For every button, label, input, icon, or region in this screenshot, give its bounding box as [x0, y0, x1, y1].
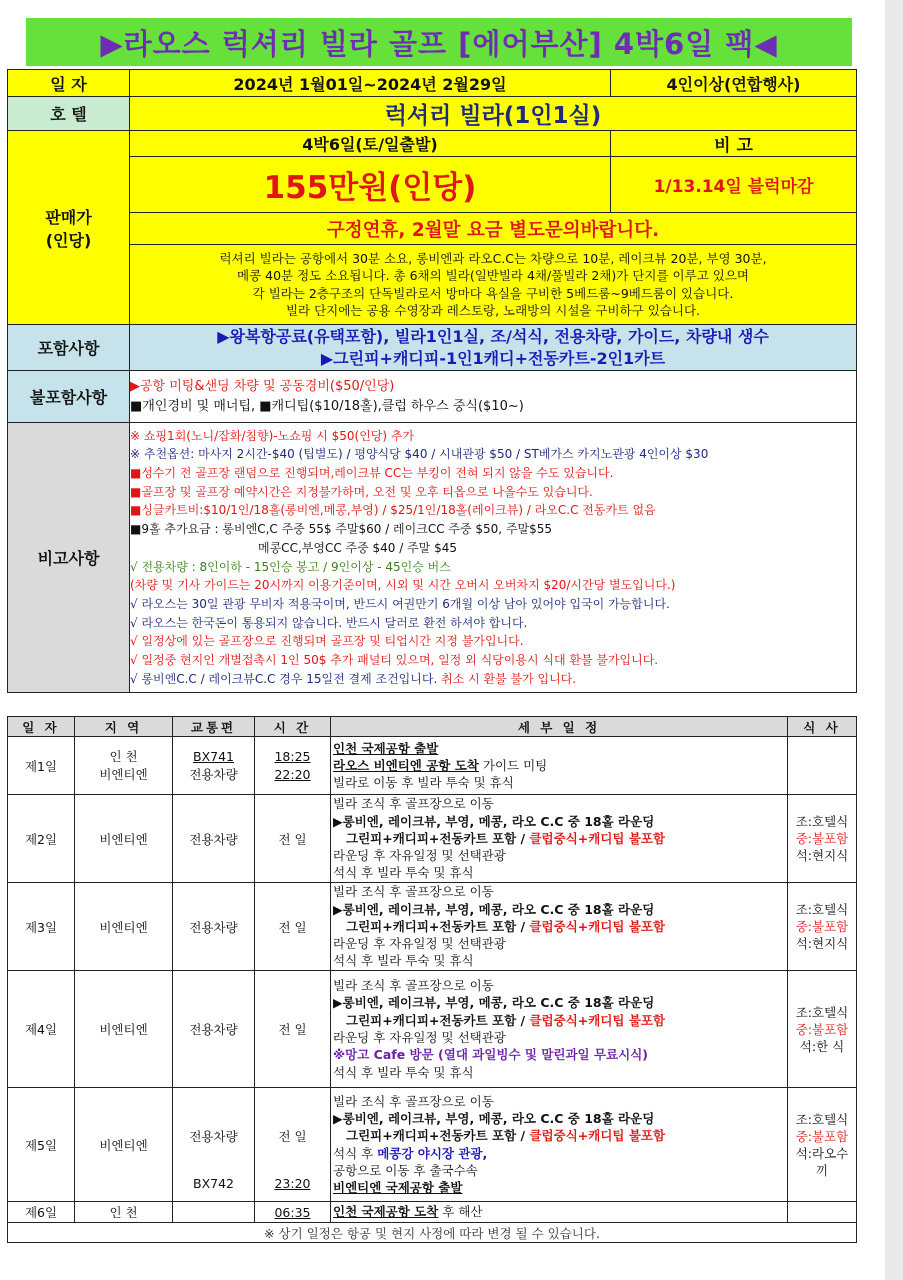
meal-breakfast: 조:호텔식 — [795, 814, 849, 829]
excluded-items — [130, 371, 857, 423]
schedule-line: 석식 후 빌라 투숙 및 휴식 — [333, 953, 474, 969]
meals-cell — [788, 795, 857, 883]
region: 인 천 — [109, 749, 138, 765]
header-time: 시 간 — [255, 717, 331, 737]
region: 인 천 — [75, 1202, 173, 1223]
golf-excluded: 클럽중식+캐디팁 불포함 — [529, 918, 666, 934]
excluded-label: 불포함사항 — [8, 371, 130, 423]
meal-dinner: 석:현지식 — [795, 936, 849, 951]
region: 비엔티엔 — [75, 883, 173, 971]
villa-description — [130, 245, 857, 325]
schedule-line: 인천 국제공항 출발 — [333, 740, 439, 756]
meals-cell — [788, 971, 857, 1088]
schedule-cell — [331, 795, 788, 883]
transport-cell — [173, 737, 255, 795]
time-cell — [255, 737, 331, 795]
note-penalty: √ 일정중 현지인 개별접촉시 1인 50$ 추가 패널티 있으며, 일정 외 식당이용시 식대 환불 불가입니다. — [130, 653, 659, 668]
day-label: 제3일 — [8, 883, 75, 971]
time: 18:25 — [274, 749, 311, 765]
golf-included: 그린피+캐디피+전동카트 포함 / — [346, 1128, 530, 1144]
meal-dinner: 석:한 식 — [799, 1038, 845, 1054]
time-cell — [255, 1088, 331, 1202]
notes-list — [130, 423, 857, 693]
transport — [173, 1202, 255, 1223]
meals-cell — [788, 883, 857, 971]
schedule-line: 빌라 조식 후 골프장으로 이동 — [333, 884, 494, 900]
meals-cell — [788, 1202, 857, 1223]
schedule-cell — [331, 1088, 788, 1202]
page-title: ▶라오스 럭셔리 빌라 골프 [에어부산] 4박6일 팩◀ — [26, 18, 852, 66]
included-line: ▶왕복항공료(유택포함), 빌라1인1실, 조/석식, 전용차량, 가이드, 차량내 생수 — [217, 326, 769, 346]
day-label: 제1일 — [8, 737, 75, 795]
schedule-line — [333, 918, 785, 935]
region: 비엔티엔 — [75, 795, 173, 883]
meal-dinner: 석:라오수끼 — [795, 1145, 849, 1178]
itinerary-row-day4 — [8, 971, 857, 1088]
price-label-line2: (인당) — [45, 230, 92, 250]
meal-lunch: 중:불포함 — [795, 831, 849, 846]
note-course-fixed: √ 일정상에 있는 골프장으로 진행되며 골프장 및 티업시간 지정 불가입니다. — [130, 634, 524, 649]
transport: 전용차량 — [173, 795, 255, 883]
included-line: ▶그린피+캐디피-1인1캐디+전동카트-2인1카트 — [320, 348, 666, 368]
night-market-text: 메콩강 야시장 관광, — [377, 1145, 488, 1161]
golf-included: 그린피+캐디피+전동카트 포함 / — [346, 1012, 530, 1028]
note-no-refund: 취소 시 환불 불가 입니다. — [441, 671, 577, 686]
included-label: 포함사항 — [8, 325, 130, 371]
dinner-text: 석식 후 — [333, 1145, 378, 1161]
schedule-cell — [331, 883, 788, 971]
time: 22:20 — [274, 766, 311, 782]
meal-lunch: 중:불포함 — [795, 1021, 849, 1037]
golf-included: 그린피+캐디피+전동카트 포함 / — [346, 918, 530, 934]
header-schedule: 세 부 일 정 — [331, 717, 788, 737]
note-shopping: ※ 쇼핑1회(노니/잡화/침향)-노쇼핑 시 $50(인당) 추가 — [130, 428, 415, 443]
schedule-line: ▶롱비엔, 레이크뷰, 부영, 메콩, 라오 C.C 중 18홀 라운딩 — [333, 901, 655, 917]
region: 비엔티엔 — [99, 766, 148, 782]
time: 전 일 — [255, 971, 331, 1088]
price-schedule: 4박6일(토/일출발) — [130, 131, 611, 157]
itinerary-row-day2 — [8, 795, 857, 883]
note-vehicle-detail: (차량 및 기사 가이드는 20시까지 이용기준이며, 시외 및 시간 오버시 오버차지 $20/시간당 별도입니다.) — [130, 578, 676, 593]
day-label: 제2일 — [8, 795, 75, 883]
header-day: 일 자 — [8, 717, 75, 737]
blackout-note: 1/13.14일 블럭마감 — [611, 157, 857, 213]
schedule-line: 석식 후 빌라 투숙 및 휴식 — [333, 1064, 474, 1080]
notes-label: 비고사항 — [8, 423, 130, 693]
scrollbar-track[interactable] — [885, 0, 903, 1280]
header-region: 지 역 — [75, 717, 173, 737]
schedule-cell — [331, 1202, 788, 1223]
schedule-line: 공항으로 이동 후 출국수속 — [333, 1162, 478, 1178]
description-line: 빌라 단지에는 공용 수영장과 레스토랑, 노래방의 시설을 구비하구 있습니다. — [285, 303, 701, 318]
transport: 전용차량 — [173, 883, 255, 971]
itinerary-table — [7, 716, 857, 1243]
day-label: 제4일 — [8, 971, 75, 1088]
note-9hole-cont: 메콩CC,부영CC 주중 $40 / 주말 $45 — [258, 540, 457, 555]
schedule-line: 빌라 조식 후 골프장으로 이동 — [333, 1093, 494, 1109]
schedule-line — [333, 1012, 785, 1029]
schedule-line: ▶롱비엔, 레이크뷰, 부영, 메콩, 라오 C.C 중 18홀 라운딩 — [333, 813, 655, 829]
day-label: 제6일 — [8, 1202, 75, 1223]
region: 비엔티엔 — [75, 1088, 173, 1202]
note-payment-text: √ 롱비엔C.C / 레이크뷰C.C 경우 15일전 결제 조건입니다. — [130, 671, 442, 686]
schedule-line — [333, 757, 785, 774]
day-label: 제5일 — [8, 1088, 75, 1202]
meal-breakfast: 조:호텔식 — [795, 1004, 849, 1020]
flight-number: BX741 — [193, 749, 234, 765]
itinerary-footer-note: ※ 상기 일정은 항공 및 현지 사정에 따라 변경 될 수 있습니다. — [8, 1223, 857, 1243]
schedule-line: 라운딩 후 자유일정 및 선택관광 — [333, 848, 506, 864]
mango-cafe-line: ※망고 Cafe 방문 (열대 과일빙수 및 말린과일 무료시식) — [333, 1047, 648, 1063]
schedule-line: 비엔티엔 국제공항 출발 — [333, 1180, 463, 1196]
disband-text: 후 해산 — [438, 1204, 483, 1220]
note-visa: √ 라오스는 30일 관광 무비자 적용국이며, 반드시 여권만기 6개월 이상 남아 있어야 입국이 가능합니다. — [130, 596, 670, 611]
schedule-line — [333, 1127, 785, 1144]
description-line: 각 빌라는 2층구조의 단독빌라로서 방마다 욕실을 구비한 5베드룸~9베드룸이 있습니다. — [252, 285, 734, 301]
itinerary-row-day6 — [8, 1202, 857, 1223]
included-items — [130, 325, 857, 371]
time: 전 일 — [255, 883, 331, 971]
description-line: 메콩 40분 정도 소요됩니다. 총 6채의 빌라(일반빌라 4채/풀빌라 2채)가 단지를 이루고 있으며 — [237, 268, 749, 283]
price-label — [8, 131, 130, 325]
arrival-text: 인천 국제공항 도착 — [333, 1204, 439, 1220]
schedule-line: 빌라로 이동 후 빌라 투숙 및 휴식 — [333, 775, 514, 791]
meal-breakfast: 조:호텔식 — [795, 902, 849, 917]
note-single-cart: ■싱글카트비:$10/1인/18홀(롱비엔,메콩,부영) / $25/1인/18홀(레이크뷰) / 라오C.C 전동카트 없음 — [130, 503, 656, 518]
hotel-value: 럭셔리 빌라(1인1실) — [130, 97, 857, 131]
golf-included: 그린피+캐디피+전동카트 포함 / — [346, 830, 530, 846]
schedule-line: 빌라 조식 후 골프장으로 이동 — [333, 978, 494, 994]
time: 06:35 — [255, 1202, 331, 1223]
note-options: ※ 추천옵션: 마사지 2시간-$40 (팁별도) / 평양식당 $40 / 시내관광 $50 / ST베가스 카지노관광 4인이상 $30 — [130, 447, 709, 462]
note-payment — [130, 670, 856, 689]
schedule-line: 빌라 조식 후 골프장으로 이동 — [333, 796, 494, 812]
flight-number: BX742 — [193, 1176, 234, 1191]
transport: 전용차량 — [189, 1129, 238, 1144]
remarks-heading: 비 고 — [611, 131, 857, 157]
schedule-line: 라운딩 후 자유일정 및 선택관광 — [333, 936, 506, 952]
time: 전 일 — [255, 795, 331, 883]
transport-cell — [173, 1088, 255, 1202]
time: 23:20 — [274, 1176, 311, 1191]
time: 전 일 — [278, 1129, 307, 1144]
price-label-line1: 판매가 — [45, 207, 92, 227]
schedule-cell — [331, 737, 788, 795]
hotel-label: 호 텔 — [8, 97, 130, 131]
itinerary-row-day1 — [8, 737, 857, 795]
date-value: 2024년 1월01일~2024년 2월29일 — [130, 70, 611, 97]
schedule-cell — [331, 971, 788, 1088]
itinerary-row-day5 — [8, 1088, 857, 1202]
golf-excluded: 클럽중식+캐디팁 불포함 — [529, 1012, 666, 1028]
golf-excluded: 클럽중식+캐디팁 불포함 — [529, 1128, 666, 1144]
note-tee-time: ■골프장 및 골프장 예약시간은 지정불가하며, 오전 및 오후 티옵으로 나올수도 있습니다. — [130, 484, 593, 499]
transport: 전용차량 — [189, 766, 238, 782]
note-random-course: ■성수기 전 골프장 랜덤으로 진행되며,레이크뷰 CC는 부킹이 전혀 되지 않을 수도 있습니다. — [130, 465, 614, 480]
price-value: 155만원(인당) — [130, 157, 611, 213]
header-meals: 식 사 — [788, 717, 857, 737]
itinerary-row-day3 — [8, 883, 857, 971]
schedule-line — [333, 830, 785, 847]
meal-lunch: 중:불포함 — [795, 919, 849, 934]
region-cell — [75, 737, 173, 795]
schedule-line — [333, 1145, 785, 1162]
date-label: 일 자 — [8, 70, 130, 97]
meal-dinner: 석:현지식 — [795, 848, 849, 863]
meals-cell — [788, 737, 857, 795]
note-currency: √ 라오스는 한국돈이 통용되지 않습니다. 반드시 달러로 환전 하셔야 합니다. — [130, 615, 528, 630]
header-transport: 교통편 — [173, 717, 255, 737]
package-info-table — [7, 69, 857, 693]
schedule-line: ▶롱비엔, 레이크뷰, 부영, 메콩, 라오 C.C 중 18홀 라운딩 — [333, 1110, 655, 1126]
note-9hole: ■9홀 추가요금 : 롱비엔C,C 주중 55$ 주말$60 / 레이크CC 주중 $50, 주말$55 — [130, 522, 553, 537]
meals-cell — [788, 1088, 857, 1202]
note-vehicle: √ 전용차량 : 8인이하 - 15인승 봉고 / 9인이상 - 45인승 버스 — [130, 559, 451, 574]
arrival-text: 라오스 비엔티엔 공항 도착 — [333, 757, 479, 773]
guide-meeting: 가이드 미팅 — [478, 757, 548, 773]
meal-lunch: 중:불포함 — [795, 1128, 849, 1144]
excluded-line: ■개인경비 및 매너팁, ■캐디팁($10/18홀),클럽 하우스 중식($10~) — [130, 398, 524, 414]
holiday-note: 구정연휴, 2월말 요금 별도문의바랍니다. — [130, 213, 857, 245]
schedule-line: ▶롱비엔, 레이크뷰, 부영, 메콩, 라오 C.C 중 18홀 라운딩 — [333, 995, 655, 1011]
description-line: 럭셔리 빌라는 공항에서 30분 소요, 롱비엔과 라오C.C는 차량으로 10분, 레이크뷰 20분, 부영 30분, — [219, 250, 767, 266]
excluded-line: ▶공항 미팅&샌딩 차량 및 공동경비($50/인당) — [130, 378, 395, 394]
region: 비엔티엔 — [75, 971, 173, 1088]
meal-breakfast: 조:호텔식 — [795, 1111, 849, 1127]
golf-excluded: 클럽중식+캐디팁 불포함 — [529, 830, 666, 846]
schedule-line: 라운딩 후 자유일정 및 선택관광 — [333, 1030, 506, 1045]
transport: 전용차량 — [173, 971, 255, 1088]
group-note: 4인이상(연합행사) — [611, 70, 857, 97]
schedule-line: 석식 후 빌라 투숙 및 휴식 — [333, 865, 474, 881]
